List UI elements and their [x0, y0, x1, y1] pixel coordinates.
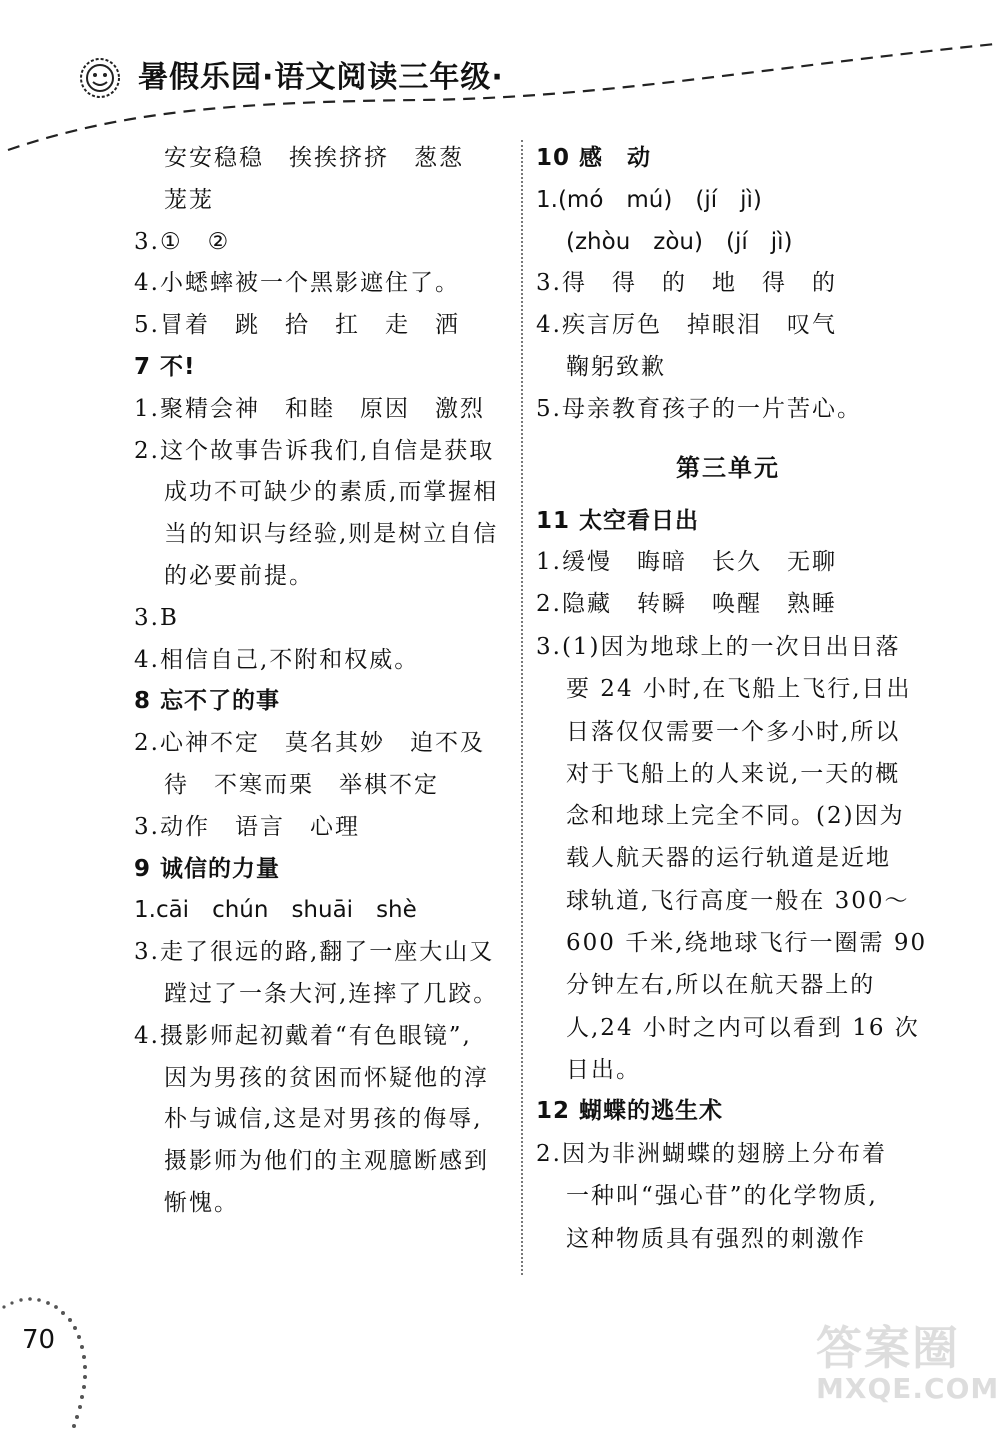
answer-line: 因为男孩的贫困而怀疑他的淳: [164, 1064, 489, 1091]
answer-line: 2.心神不定 莫名其妙 迫不及: [134, 730, 485, 757]
watermark: [816, 1321, 1000, 1423]
page-number: 70: [22, 1325, 56, 1355]
answer-line: 4.小蟋蟀被一个黑影遮住了。: [134, 270, 460, 297]
answer-line: 惭愧。: [164, 1189, 239, 1216]
answer-line: 4.相信自己,不附和权威。: [134, 646, 420, 673]
answer-line: 对于飞船上的人来说,一天的概: [566, 760, 901, 787]
answer-line: 5.冒着 跳 拾 扛 走 洒: [134, 312, 460, 339]
answer-line: 1.cāi chún shuāi shè: [134, 897, 417, 924]
lesson-heading: 7 不!: [134, 353, 196, 380]
answer-line: (zhòu zòu) (jí jì): [566, 228, 793, 255]
answer-line: 3.得 得 的 地 得 的: [536, 270, 837, 297]
answer-line: 3.① ②: [134, 228, 231, 255]
lesson-heading: 9 诚信的力量: [134, 855, 281, 882]
left-column: [134, 138, 518, 1225]
answer-line: 安安稳稳 挨挨挤挤 葱葱: [164, 145, 464, 171]
answer-line: 要 24 小时,在飞船上飞行,日出: [566, 676, 912, 703]
answer-line: 鞠躬致歉: [566, 353, 666, 380]
answer-line: 1.(mó mú) (jí jì): [536, 186, 762, 213]
unit-heading: 第三单元: [676, 453, 780, 482]
answer-line: 4.摄影师起初戴着“有色眼镜”,: [134, 1022, 472, 1049]
answer-line: 摄影师为他们的主观臆断感到: [164, 1148, 489, 1175]
answer-line: 载人航天器的运行轨道是近地: [566, 845, 891, 872]
answer-line: 蹚过了一条大河,连摔了几跤。: [164, 980, 499, 1007]
header-title: 暑假乐园·语文阅读三年级·: [138, 60, 504, 95]
answer-line: 当的知识与经验,则是树立自信: [164, 521, 499, 548]
watermark-logo-text: 答案圈: [816, 1321, 960, 1375]
answer-line: 4.疾言厉色 掉眼泪 叹气: [536, 312, 837, 339]
lesson-heading: 8 忘不了的事: [134, 688, 281, 715]
answer-line: 朴与诚信,这是对男孩的侮辱,: [164, 1106, 483, 1133]
answer-line: 3.走了很远的路,翻了一座大山又: [134, 939, 495, 966]
lesson-heading: 11 太空看日出: [536, 507, 700, 534]
answer-line: 1.聚精会神 和睦 原因 激烈: [134, 395, 485, 422]
answer-line: 3.动作 语言 心理: [134, 813, 360, 840]
lesson-heading: 10 感 动: [536, 145, 652, 171]
answer-line: 球轨道,飞行高度一般在 300～: [566, 887, 910, 914]
column-divider: [521, 140, 523, 1275]
answer-line: 日出。: [566, 1056, 641, 1083]
lesson-heading: 12 蝴蝶的逃生术: [536, 1098, 724, 1125]
answer-line: 5.母亲教育孩子的一片苦心。: [536, 395, 862, 422]
answer-line: 2.因为非洲蝴蝶的翅膀上分布着: [536, 1141, 887, 1168]
answer-line: 念和地球上完全不同。(2)因为: [566, 803, 905, 830]
answer-line: 的必要前提。: [164, 562, 314, 589]
answer-line: 成功不可缺少的素质,而掌握相: [164, 479, 499, 506]
answer-line: 茏茏: [164, 186, 214, 213]
answer-line: 2.隐藏 转瞬 唤醒 熟睡: [536, 591, 837, 618]
answer-line: 人,24 小时之内可以看到 16 次: [566, 1014, 920, 1041]
corner-dot-arc: [0, 1285, 110, 1430]
answer-line: 3.(1)因为地球上的一次日出日落: [536, 633, 901, 660]
right-column: [536, 138, 928, 1260]
answer-line: 600 千米,绕地球飞行一圈需 90: [566, 930, 928, 957]
answer-line: 3.B: [134, 604, 179, 631]
answer-line: 待 不寒而栗 举棋不定: [164, 771, 439, 798]
sun-face-logo-icon: [78, 56, 122, 100]
answer-line: 一种叫“强心苷”的化学物质,: [566, 1183, 878, 1210]
answer-line: 分钟左右,所以在航天器上的: [566, 972, 876, 999]
watermark-url: MXQE.COM: [816, 1372, 1000, 1405]
answer-line: 日落仅仅需要一个多小时,所以: [566, 718, 901, 745]
answer-line: 2.这个故事告诉我们,自信是获取: [134, 437, 495, 464]
answer-line: 这种物质具有强烈的刺激作: [566, 1225, 866, 1252]
answer-line: 1.缓慢 晦暗 长久 无聊: [536, 549, 837, 576]
